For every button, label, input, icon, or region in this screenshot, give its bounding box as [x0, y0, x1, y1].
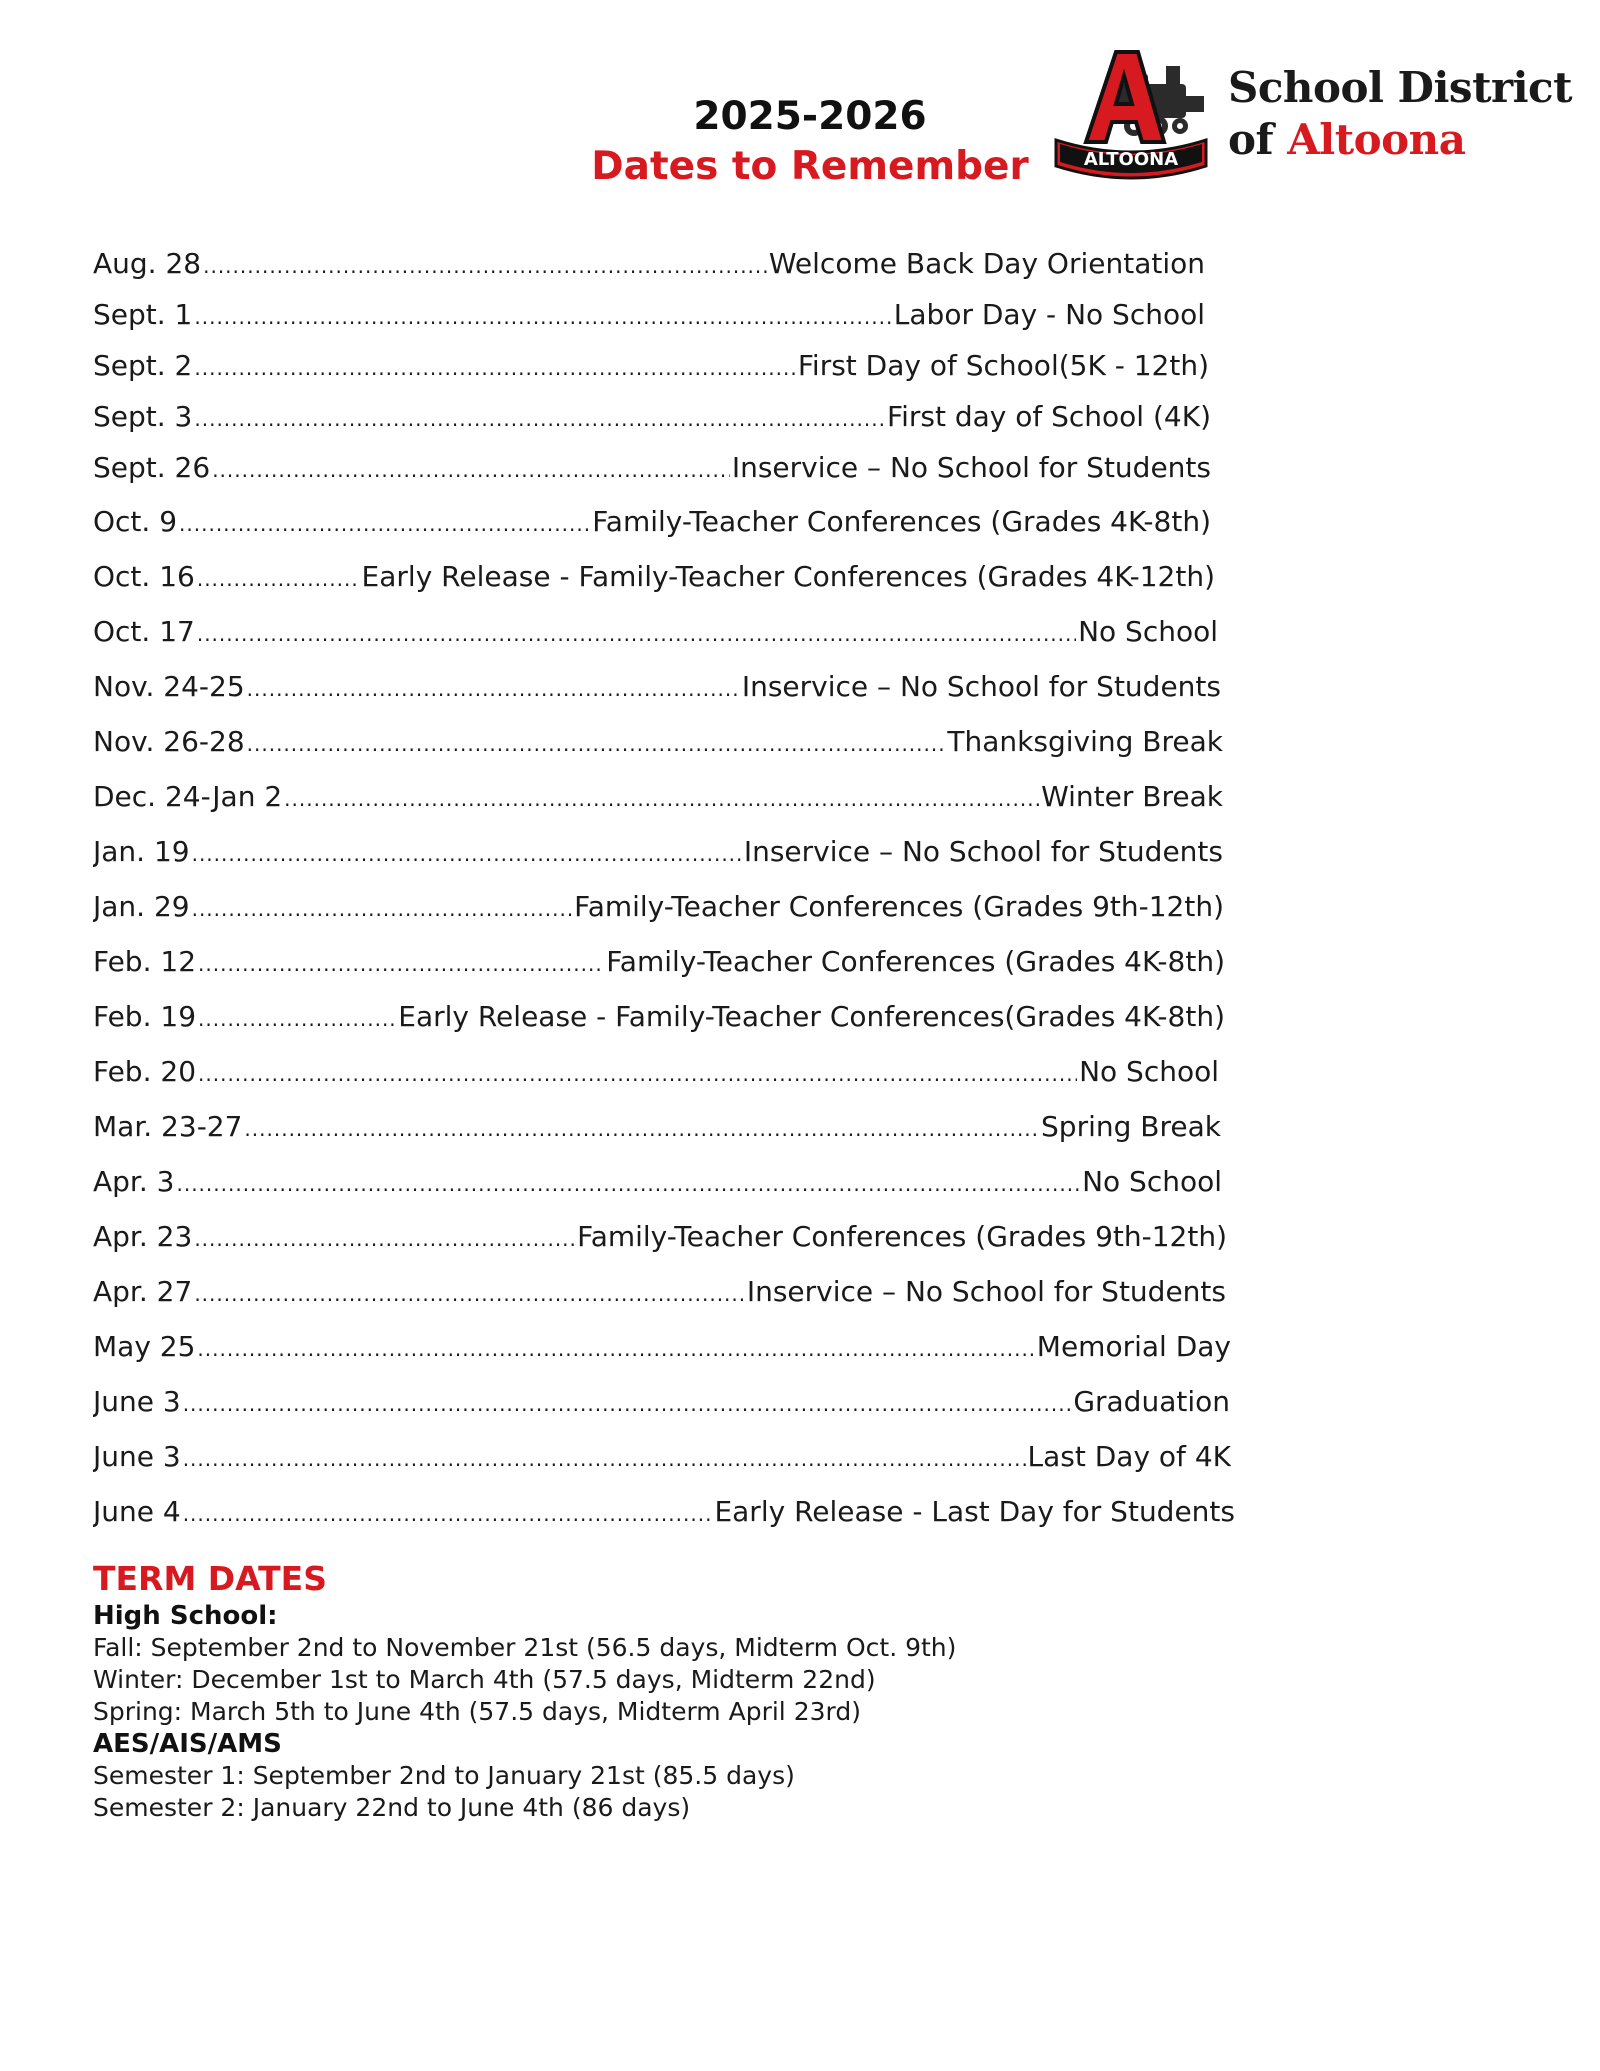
dot-leader	[247, 669, 740, 707]
altoona-logo	[1046, 44, 1216, 188]
event-label: Graduation	[1073, 1385, 1230, 1418]
high-school-term-fall: Fall: September 2nd to November 21st (56.5 days, Midterm Oct. 9th)	[93, 1633, 957, 1662]
event-label: Family-Teacher Conferences (Grades 4K-8th)	[606, 945, 1225, 978]
date-label: Jan. 29	[93, 890, 190, 923]
dot-leader	[197, 559, 360, 597]
date-label: Dec. 24-Jan 2	[93, 780, 283, 813]
date-label: June 4	[93, 1495, 181, 1528]
high-school-term-winter: Winter: December 1st to March 4th (57.5 days, Midterm 22nd)	[93, 1665, 876, 1694]
page-title-subtitle: Dates to Remember	[591, 144, 1029, 189]
date-label: Oct. 9	[93, 505, 178, 538]
page-title-block	[560, 92, 1060, 192]
dot-leader	[198, 944, 604, 982]
date-row	[93, 889, 1224, 927]
date-label: Oct. 16	[93, 560, 195, 593]
event-label: Early Release - Family-Teacher Conferences(Grades 4K-8th)	[398, 1000, 1225, 1033]
date-label: May 25	[93, 1330, 196, 1363]
date-row	[93, 1384, 1230, 1422]
date-row	[93, 1054, 1219, 1092]
district-name-accent: Altoona	[1287, 115, 1466, 164]
date-label: Sept. 2	[93, 349, 193, 382]
date-row	[93, 297, 1205, 335]
date-label: Sept. 26	[93, 451, 211, 484]
date-label: Apr. 27	[93, 1275, 193, 1308]
dot-leader	[198, 1054, 1077, 1092]
date-row	[93, 1109, 1221, 1147]
date-row	[93, 724, 1223, 762]
date-row	[93, 399, 1211, 437]
event-label: Welcome Back Day Orientation	[768, 247, 1205, 280]
high-school-label: High School:	[93, 1601, 278, 1631]
date-label: June 3	[93, 1440, 181, 1473]
date-row	[93, 504, 1211, 542]
dot-leader	[194, 1219, 575, 1257]
event-label: Family-Teacher Conferences (Grades 4K-8th)	[592, 505, 1211, 538]
date-label: Feb. 20	[93, 1055, 197, 1088]
event-label: Labor Day - No School	[893, 298, 1205, 331]
dot-leader	[194, 348, 795, 386]
elementary-semester-1: Semester 1: September 2nd to January 21st (85.5 days)	[93, 1761, 795, 1790]
event-label: Early Release - Family-Teacher Conferences (Grades 4K-12th)	[361, 560, 1215, 593]
page-title-year: 2025-2026	[693, 94, 927, 139]
logo-text: ALTOONA	[1083, 149, 1179, 170]
event-label: Family-Teacher Conferences (Grades 9th-12th)	[574, 890, 1224, 923]
date-label: Apr. 3	[93, 1165, 175, 1198]
event-label: No School	[1078, 615, 1218, 648]
date-label: Oct. 17	[93, 615, 195, 648]
dot-leader	[192, 834, 742, 872]
dot-leader	[183, 1384, 1072, 1422]
date-label: Sept. 3	[93, 400, 193, 433]
date-row	[93, 944, 1225, 982]
date-label: Jan. 19	[93, 835, 190, 868]
date-label: Nov. 26-28	[93, 725, 245, 758]
event-label: Inservice – No School for Students	[741, 670, 1221, 703]
district-name-line2	[1228, 114, 1572, 166]
event-label: Family-Teacher Conferences (Grades 9th-12th)	[577, 1220, 1227, 1253]
date-label: Sept. 1	[93, 298, 193, 331]
date-row	[93, 1164, 1222, 1202]
date-row	[93, 834, 1223, 872]
high-school-term-spring: Spring: March 5th to June 4th (57.5 days, Midterm April 23rd)	[93, 1697, 861, 1726]
date-label: Apr. 23	[93, 1220, 193, 1253]
dot-leader	[197, 1329, 1034, 1367]
date-label: Aug. 28	[93, 247, 202, 280]
date-row	[93, 246, 1205, 284]
event-label: Inservice – No School for Students	[743, 835, 1223, 868]
date-row	[93, 1219, 1227, 1257]
district-name-line1: School District	[1228, 63, 1573, 112]
elementary-semester-2: Semester 2: January 22nd to June 4th (86 days)	[93, 1793, 691, 1822]
date-row	[93, 1329, 1231, 1367]
event-label: Early Release - Last Day for Students	[714, 1495, 1235, 1528]
date-row	[93, 348, 1209, 386]
dot-leader	[194, 297, 891, 335]
date-row	[93, 779, 1223, 817]
date-row	[93, 1494, 1235, 1532]
dot-leader	[179, 504, 590, 542]
date-label: Mar. 23-27	[93, 1110, 243, 1143]
event-label: No School	[1079, 1055, 1219, 1088]
event-label: Memorial Day	[1036, 1330, 1231, 1363]
event-label: Thanksgiving Break	[947, 725, 1223, 758]
event-label: Winter Break	[1041, 780, 1223, 813]
dot-leader	[183, 1439, 1026, 1477]
district-name-prefix: of	[1228, 115, 1288, 164]
dot-leader	[212, 450, 730, 488]
elementary-label: AES/AIS/AMS	[93, 1729, 282, 1759]
date-label: Feb. 19	[93, 1000, 197, 1033]
dot-leader	[203, 246, 767, 284]
dot-leader	[194, 1274, 745, 1312]
event-label: Spring Break	[1041, 1110, 1221, 1143]
term-dates-section	[93, 1558, 1193, 1824]
date-row	[93, 450, 1211, 488]
event-label: Inservice – No School for Students	[731, 451, 1211, 484]
date-label: Feb. 12	[93, 945, 197, 978]
dot-leader	[192, 889, 573, 927]
altoona-banner	[1056, 140, 1206, 178]
date-row	[93, 1439, 1231, 1477]
date-label: June 3	[93, 1385, 181, 1418]
date-label: Nov. 24-25	[93, 670, 245, 703]
dot-leader	[183, 1494, 713, 1532]
dot-leader	[244, 1109, 1039, 1147]
date-row	[93, 1274, 1226, 1312]
event-label: First day of School (4K)	[887, 400, 1211, 433]
event-label: First Day of School(5K - 12th)	[797, 349, 1209, 382]
dot-leader	[197, 614, 1076, 652]
event-label: No School	[1082, 1165, 1222, 1198]
dot-leader	[194, 399, 885, 437]
dot-leader	[247, 724, 946, 762]
date-row	[93, 999, 1225, 1037]
date-row	[93, 614, 1218, 652]
event-label: Last Day of 4K	[1027, 1440, 1231, 1473]
date-row	[93, 559, 1215, 597]
event-label: Inservice – No School for Students	[746, 1275, 1226, 1308]
dot-leader	[198, 999, 396, 1037]
date-row	[93, 669, 1221, 707]
dot-leader	[176, 1164, 1080, 1202]
term-dates-heading: TERM DATES	[93, 1559, 327, 1598]
dot-leader	[284, 779, 1039, 817]
district-name	[1228, 62, 1572, 166]
